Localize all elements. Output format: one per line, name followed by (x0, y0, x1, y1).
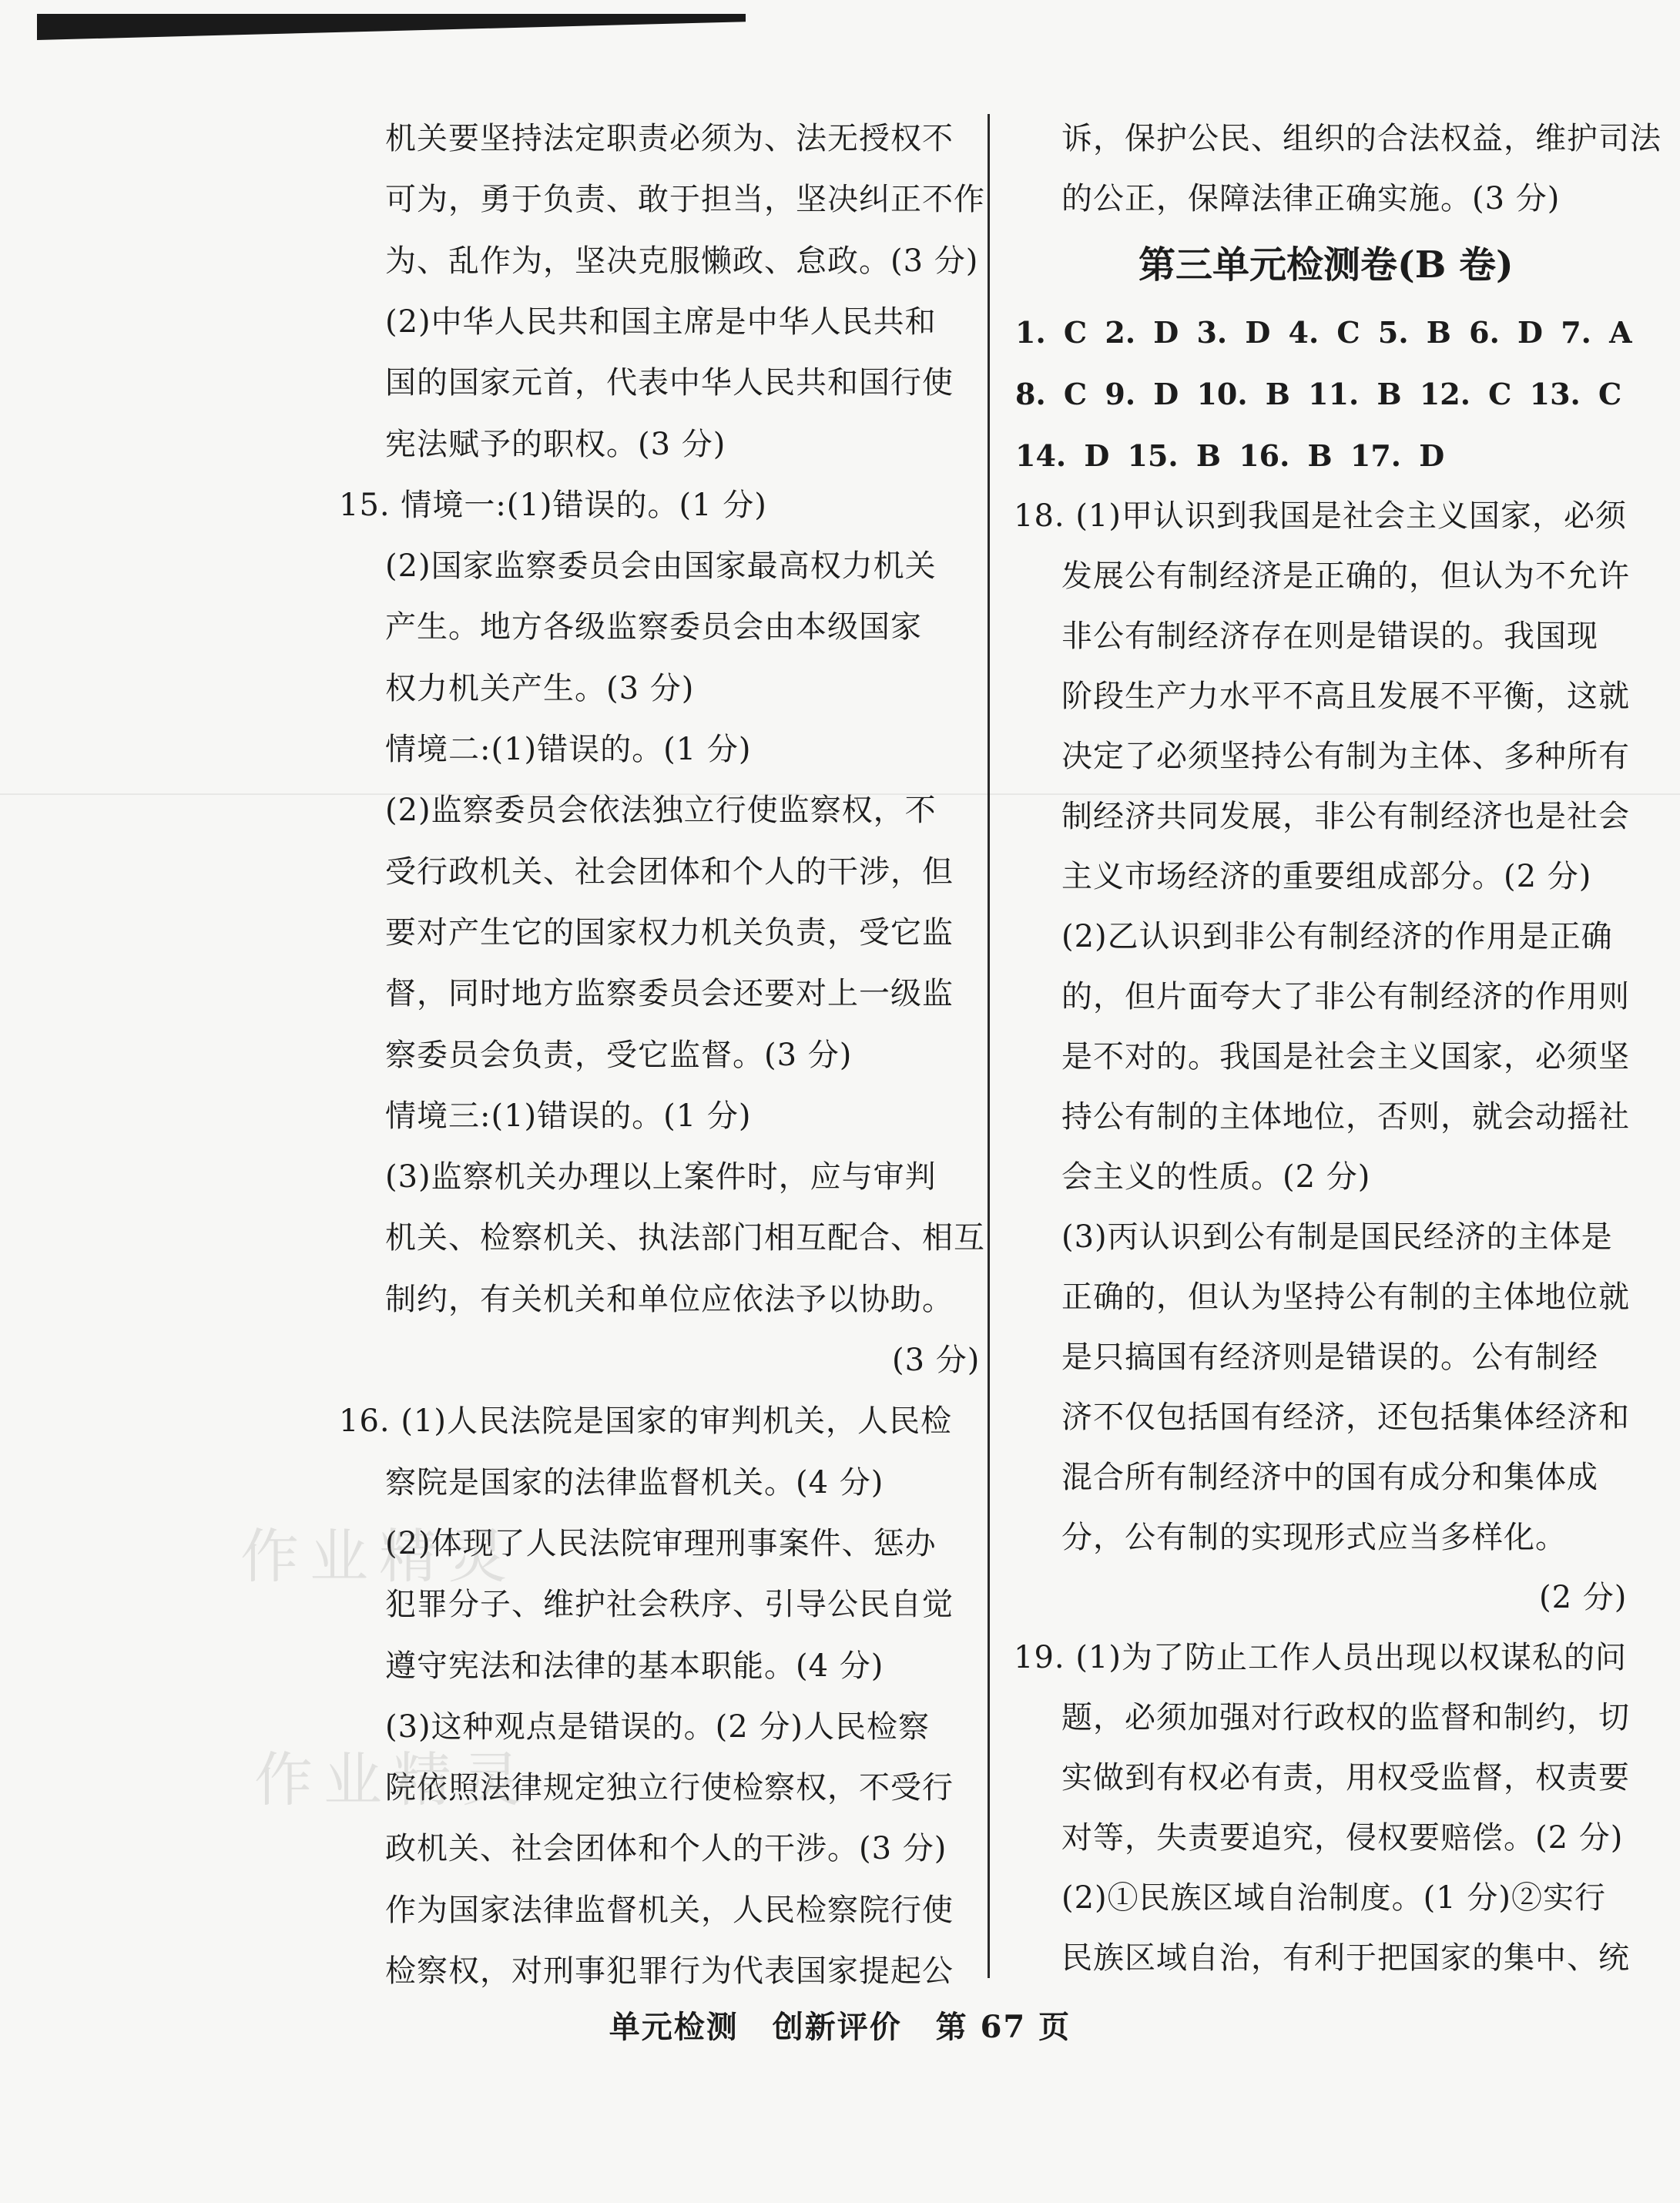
text-line: 宪法赋予的职权。(3 分) (385, 426, 726, 462)
text-line: 机关要坚持法定职责必须为、法无授权不 (385, 121, 954, 156)
text-line: 督，同时地方监察委员会还要对上一级监 (385, 976, 954, 1012)
text-line: 民族区域自治，有利于把国家的集中、统 (1061, 1940, 1630, 1976)
text-line: 19. (1)为了防止工作人员出现以权谋私的问 (1014, 1640, 1627, 1675)
text-line: 察院是国家的法律监督机关。(4 分) (385, 1464, 884, 1501)
text-line: 分，公有制的实现形式应当多样化。 (1061, 1520, 1567, 1555)
text-line: (2 分) (1539, 1580, 1628, 1615)
top-edge-shadow (37, 14, 746, 40)
footer-title: 单元检测 (609, 2009, 739, 2045)
text-line: (3)监察机关办理以上案件时，应与审判 (385, 1159, 937, 1195)
text-line: 是不对的。我国是社会主义国家，必须坚 (1061, 1039, 1630, 1075)
answer-row: 14. D 15. B 16. B 17. D (1015, 438, 1445, 473)
page-footer (0, 2003, 1680, 2047)
text-line: 政机关、社会团体和个人的干涉。(3 分) (385, 1831, 947, 1867)
text-line: 对等，失责要追究，侵权要赔偿。(2 分) (1061, 1820, 1624, 1856)
text-line: (3)丙认识到公有制是国民经济的主体是 (1061, 1219, 1613, 1255)
answer-row: 8. C 9. D 10. B 11. B 12. C 13. C (1015, 377, 1622, 411)
text-line: 作为国家法律监督机关，人民检察院行使 (385, 1892, 954, 1928)
text-line: 诉，保护公民、组织的合法权益，维护司法 (1061, 121, 1662, 156)
footer-subtitle: 创新评价 (772, 2009, 902, 2045)
text-line: 情境三:(1)错误的。(1 分) (385, 1098, 752, 1134)
text-line: 制约，有关机关和单位应依法予以协助。 (385, 1281, 954, 1317)
text-line: 犯罪分子、维护社会秩序、引导公民自觉 (385, 1587, 954, 1623)
text-line: 正确的，但认为坚持公有制的主体地位就 (1061, 1279, 1630, 1315)
text-line: 是只搞国有经济则是错误的。公有制经 (1061, 1340, 1598, 1375)
text-line: 可为，勇于负责、敢于担当，坚决纠正不作 (385, 182, 985, 218)
text-line: 持公有制的主体地位，否则，就会动摇社 (1061, 1099, 1630, 1135)
text-line: 决定了必须坚持公有制为主体、多种所有 (1061, 739, 1630, 774)
text-line: 遵守宪法和法律的基本职能。(4 分) (385, 1648, 884, 1684)
section-title: 第三单元检测卷(B 卷) (1138, 243, 1514, 287)
answer-row: 1. C 2. D 3. D 4. C 5. B 6. D 7. A (1015, 315, 1632, 350)
text-line: 题，必须加强对行政权的监督和制约，切 (1061, 1700, 1630, 1735)
text-line: 要对产生它的国家权力机关负责，受它监 (385, 914, 954, 951)
text-line: (3)这种观点是错误的。(2 分)人民检察 (385, 1708, 931, 1745)
text-line: 的，但片面夸大了非公有制经济的作用则 (1061, 979, 1630, 1014)
text-line: 发展公有制经济是正确的，但认为不允许 (1061, 558, 1630, 594)
text-line: 察委员会负责，受它监督。(3 分) (385, 1037, 853, 1073)
text-line: 实做到有权必有责，用权受监督，权责要 (1061, 1760, 1630, 1796)
text-line: (2)体现了人民法院审理刑事案件、惩办 (385, 1525, 937, 1561)
text-line: (2)乙认识到非公有制经济的作用是正确 (1061, 919, 1613, 954)
text-line: 制经济共同发展，非公有制经济也是社会 (1061, 799, 1630, 834)
column-divider (988, 114, 990, 1978)
text-line: 为、乱作为，坚决克服懒政、怠政。(3 分) (385, 243, 979, 279)
text-line: (2)①民族区域自治制度。(1 分)②实行 (1061, 1880, 1607, 1916)
text-line: 15. 情境一:(1)错误的。(1 分) (339, 487, 767, 523)
text-line: 国的国家元首，代表中华人民共和国行使 (385, 365, 954, 401)
text-line: 混合所有制经济中的国有成分和集体成 (1061, 1460, 1598, 1495)
text-line: (3 分) (892, 1343, 981, 1378)
text-line: 非公有制经济存在则是错误的。我国现 (1061, 619, 1598, 654)
text-line: 18. (1)甲认识到我国是社会主义国家，必须 (1014, 498, 1627, 534)
watermark: 作业精灵 (254, 1745, 531, 1814)
text-line: 主义市场经济的重要组成部分。(2 分) (1061, 859, 1592, 894)
text-line: 权力机关产生。(3 分) (385, 670, 695, 706)
text-line: 16. (1)人民法院是国家的审判机关，人民检 (339, 1403, 952, 1440)
text-line: (2)中华人民共和国主席是中华人民共和 (385, 303, 937, 340)
text-line: 机关、检察机关、执法部门相互配合、相互 (385, 1220, 985, 1256)
watermark: 作业精灵 (240, 1522, 518, 1591)
text-line: 会主义的性质。(2 分) (1061, 1159, 1371, 1195)
text-line: 的公正，保障法律正确实施。(3 分) (1061, 181, 1561, 216)
text-line: 阶段生产力水平不高且发展不平衡，这就 (1061, 679, 1630, 714)
page-number: 第 67 页 (935, 2009, 1071, 2045)
text-line: 济不仅包括国有经济，还包括集体经济和 (1061, 1400, 1630, 1435)
text-line: 产生。地方各级监察委员会由本级国家 (385, 609, 922, 645)
text-line: 受行政机关、社会团体和个人的干涉，但 (385, 853, 954, 890)
text-line: 检察权，对刑事犯罪行为代表国家提起公 (385, 1953, 954, 1989)
text-line: 院依照法律规定独立行使检察权，不受行 (385, 1770, 954, 1806)
text-line: 情境二:(1)错误的。(1 分) (385, 732, 752, 767)
text-line: (2)监察委员会依法独立行使监察权，不 (385, 793, 937, 829)
text-line: (2)国家监察委员会由国家最高权力机关 (385, 548, 937, 585)
